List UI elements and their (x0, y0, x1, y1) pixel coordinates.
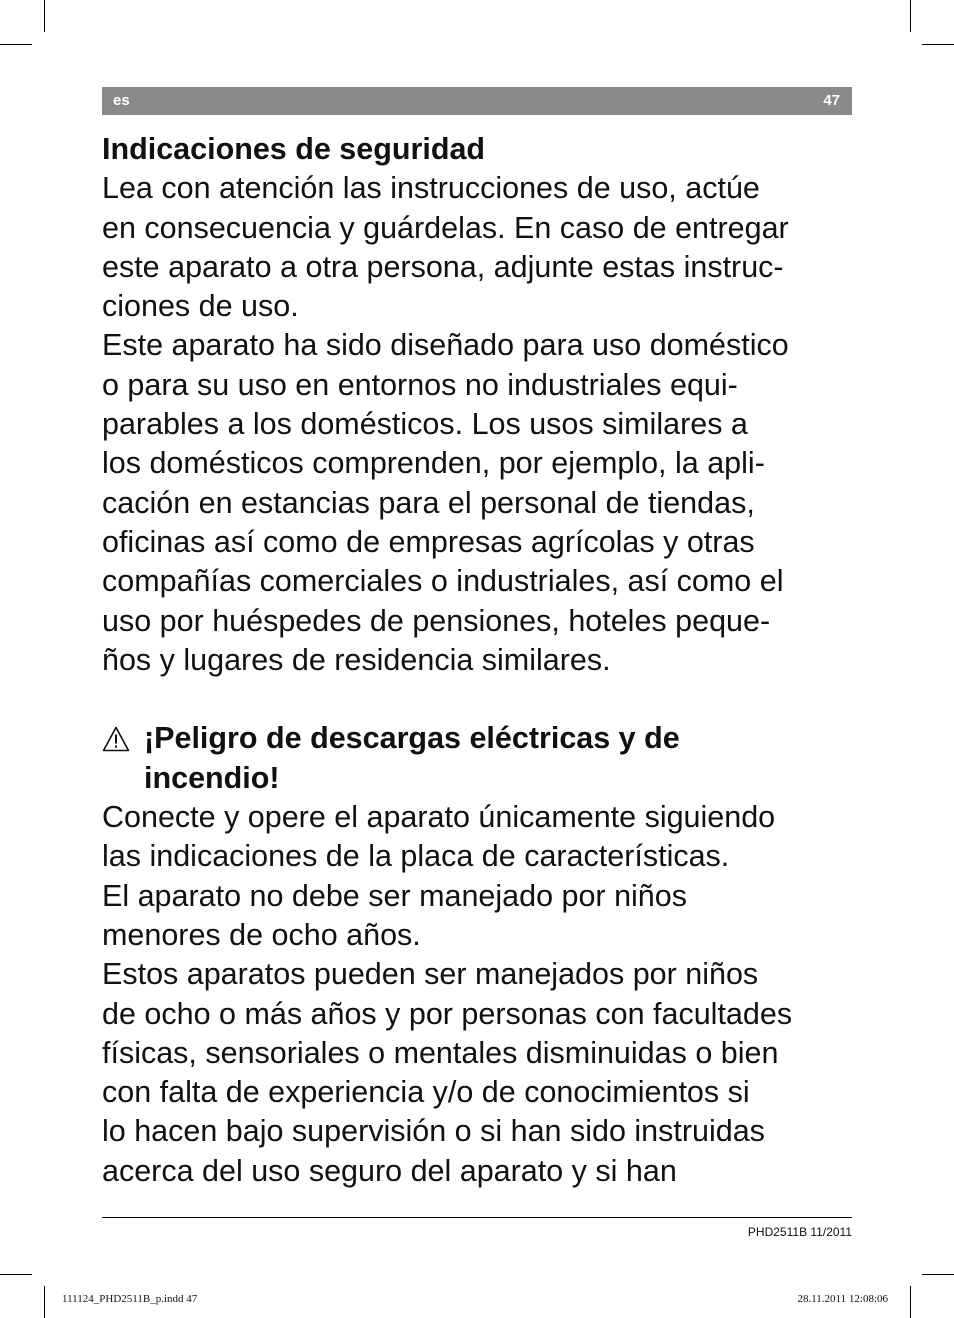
crop-mark (922, 1274, 954, 1275)
page-number: 47 (823, 92, 840, 109)
crop-mark (922, 44, 954, 45)
crop-mark (0, 44, 32, 45)
body-line: uso por huéspedes de pensiones, hoteles peque- (102, 603, 771, 638)
body-line: las indicaciones de la placa de características. (102, 839, 730, 874)
page-body (102, 130, 862, 1191)
body-line: lo hacen bajo supervisión o si han sido instruidas (102, 1114, 765, 1149)
crop-mark (44, 1286, 45, 1318)
body-line: Lea con atención las instrucciones de uso, actúe (102, 171, 760, 206)
body-line: en consecuencia y guárdelas. En caso de entregar (102, 210, 789, 245)
body-line: Estos aparatos pueden ser manejados por niños (102, 957, 759, 992)
body-line: este aparato a otra persona, adjunte estas instruc- (102, 249, 784, 284)
body-line: menores de ocho años. (102, 917, 421, 952)
body-line: El aparato no debe ser manejado por niños (102, 878, 687, 913)
body-line: o para su uso en entornos no industriales equi- (102, 367, 738, 402)
warning-triangle-icon (102, 726, 130, 752)
slug-file-name: 111124_PHD2511B_p.indd 47 (62, 1293, 198, 1305)
body-line: compañías comerciales o industriales, así como el (102, 564, 784, 599)
section-heading: Indicaciones de seguridad (102, 132, 486, 166)
language-code: es (113, 92, 130, 109)
footer-rule (102, 1217, 852, 1218)
spacer (102, 680, 862, 719)
body-line: los domésticos comprenden, por ejemplo, la apli- (102, 446, 765, 481)
warning-heading (102, 719, 862, 758)
body-line: ños y lugares de residencia similares. (102, 642, 611, 677)
warning-heading-line: ¡Peligro de descargas eléctricas y de (144, 721, 680, 756)
warning-heading-continued (102, 759, 862, 798)
body-line: parables a los domésticos. Los usos similares a (102, 407, 748, 442)
body-line: cación en estancias para el personal de tiendas, (102, 485, 755, 520)
crop-mark (0, 1274, 32, 1275)
body-line: físicas, sensoriales o mentales disminuidas o bien (102, 1035, 779, 1070)
model-date-code: PHD2511B 11/2011 (747, 1225, 852, 1239)
body-line: ciones de uso. (102, 289, 299, 324)
body-line: Conecte y opere el aparato únicamente siguiendo (102, 800, 776, 835)
crop-mark (910, 0, 911, 32)
slug-timestamp: 28.11.2011 12:08:06 (797, 1293, 888, 1305)
body-line: con falta de experiencia y/o de conocimientos si (102, 1075, 750, 1110)
body-line: de ocho o más años y por personas con facultades (102, 996, 793, 1031)
body-line: Este aparato ha sido diseñado para uso doméstico (102, 328, 789, 363)
crop-mark (910, 1286, 911, 1318)
crop-mark (44, 0, 45, 32)
body-line: acerca del uso seguro del aparato y si han (102, 1153, 677, 1188)
warning-heading-line: incendio! (144, 760, 280, 795)
body-line: oficinas así como de empresas agrícolas y otras (102, 524, 755, 559)
page-header-bar (102, 87, 852, 115)
